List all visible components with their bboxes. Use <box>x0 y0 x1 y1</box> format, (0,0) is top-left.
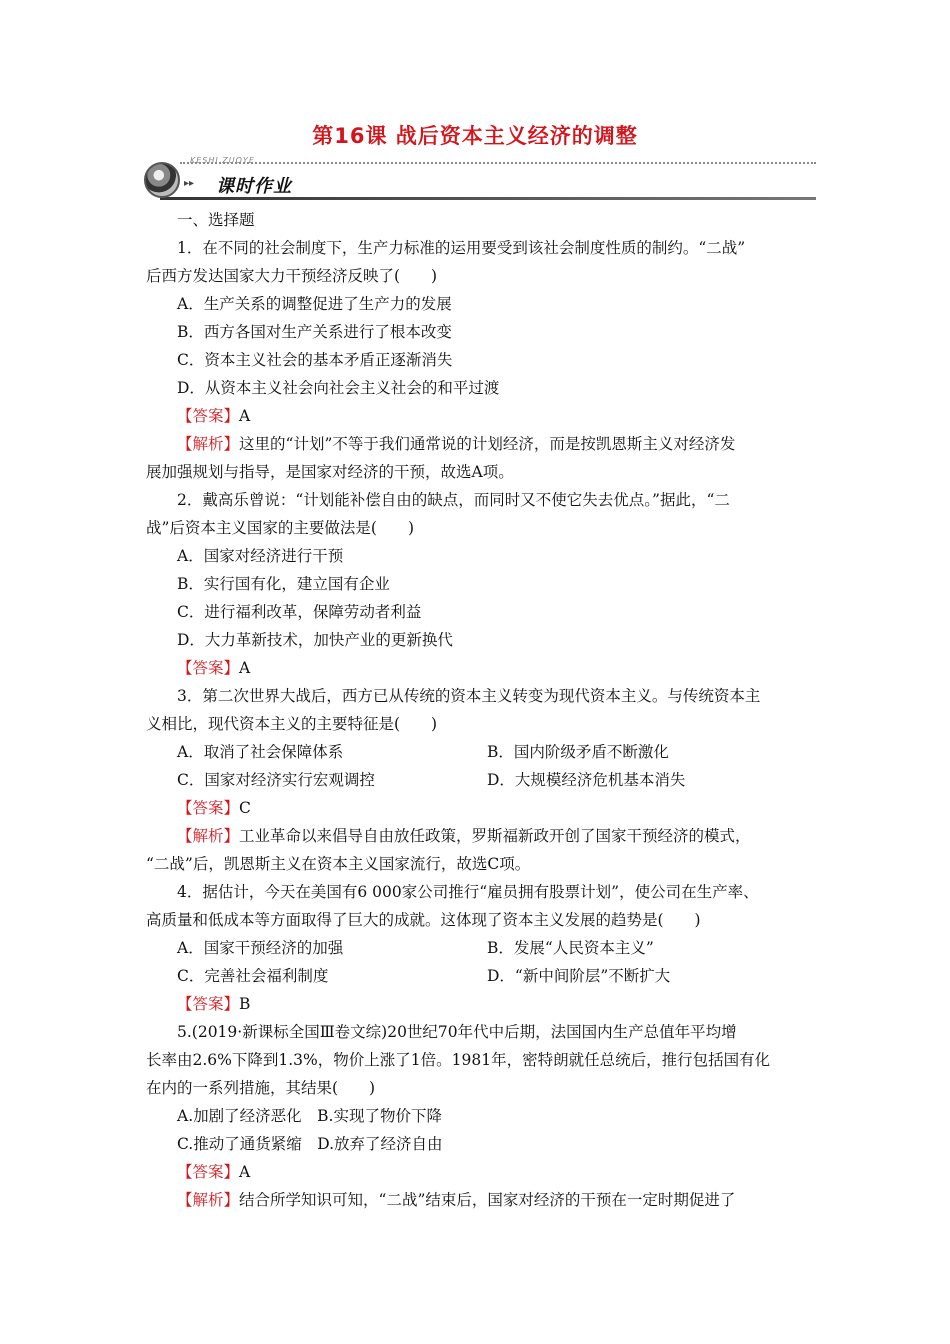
question-1-stem-cont: 后西方发达国家大力干预经济反映了( ) <box>146 267 438 285</box>
answer-tag: 【答案】 <box>177 1163 240 1181</box>
question-2-option-c: C．进行福利改革，保障劳动者利益 <box>177 603 422 621</box>
document-body <box>146 206 810 1214</box>
arrows-icon: ▸▸ <box>184 178 195 189</box>
answer-tag: 【答案】 <box>177 407 240 425</box>
answer-value: C <box>239 799 251 817</box>
question-1-option-d: D．从资本主义社会向社会主义社会的和平过渡 <box>177 379 500 397</box>
question-4-answer <box>146 990 810 1018</box>
question-4-option-a: A．国家干预经济的加强 <box>177 939 344 957</box>
analysis-tag: 【解析】 <box>177 827 240 845</box>
question-3-stem-cont: 义相比，现代资本主义的主要特征是( ) <box>146 715 438 733</box>
question-5-options-ab: A.加剧了经济恶化 B.实现了物价下降 <box>177 1107 442 1125</box>
question-2-answer <box>146 654 810 682</box>
question-3-options-ab <box>146 738 810 766</box>
question-1-option-b: B．西方各国对生产关系进行了根本改变 <box>177 323 452 341</box>
question-2-option-b: B．实行国有化，建立国有企业 <box>177 575 390 593</box>
answer-tag: 【答案】 <box>177 799 240 817</box>
answer-value: B <box>239 995 251 1013</box>
question-2-stem: 2．戴高乐曾说：“计划能补偿自由的缺点，而同时又不使它失去优点。”据此，“二 <box>177 491 730 509</box>
question-3-options-cd <box>146 766 810 794</box>
banner-pinyin: KESHI ZUOYE <box>190 156 255 165</box>
question-4-options-cd <box>146 962 810 990</box>
banner-label: 课时作业 <box>216 176 292 197</box>
question-4-option-d: D．“新中间阶层”不断扩大 <box>487 967 671 985</box>
question-3-option-d: D．大规模经济危机基本消失 <box>487 771 686 789</box>
question-3-option-c: C．国家对经济实行宏观调控 <box>177 771 375 789</box>
question-5-stem-cont2: 在内的一系列措施，其结果( ) <box>146 1079 376 1097</box>
gear-icon <box>144 162 180 198</box>
question-1-answer <box>146 402 810 430</box>
answer-value: A <box>239 1163 251 1181</box>
question-5-stem: 5.(2019·新课标全国Ⅲ卷文综)20世纪70年代中后期，法国国内生产总值年平均增 <box>177 1023 737 1041</box>
question-1-option-c: C．资本主义社会的基本矛盾正逐渐消失 <box>177 351 453 369</box>
question-4-stem-cont: 高质量和低成本等方面取得了巨大的成就。这体现了资本主义发展的趋势是( ) <box>146 911 701 929</box>
question-5-stem-cont: 长率由2.6%下降到1.3%，物价上涨了1倍。1981年，密特朗就任总统后，推行包括国有化 <box>146 1051 771 1069</box>
page-title: 第16课 战后资本主义经济的调整 <box>312 124 638 148</box>
question-2-stem-cont: 战”后资本主义国家的主要做法是( ) <box>146 519 415 537</box>
question-4-option-b: B．发展“人民资本主义” <box>487 939 654 957</box>
question-1-analysis <box>146 430 810 458</box>
question-5-analysis <box>146 1186 810 1214</box>
answer-value: A <box>239 659 251 677</box>
answer-value: A <box>239 407 251 425</box>
question-3-analysis-cont: “二战”后，凯恩斯主义在资本主义国家流行，故选C项。 <box>146 855 531 873</box>
question-2-option-d: D．大力革新技术，加快产业的更新换代 <box>177 631 453 649</box>
question-5-options-cd: C.推动了通货紧缩 D.放弃了经济自由 <box>177 1135 443 1153</box>
question-1-option-a: A．生产关系的调整促进了生产力的发展 <box>177 295 452 313</box>
question-3-answer <box>146 794 810 822</box>
analysis-tag: 【解析】 <box>177 1191 240 1209</box>
analysis-text: 这里的“计划”不等于我们通常说的计划经济，而是按凯恩斯主义对经济发 <box>239 435 736 453</box>
section-title: 一、选择题 <box>177 211 255 229</box>
question-4-stem: 4．据估计，今天在美国有6 000家公司推行“雇员拥有股票计划”，使公司在生产率、 <box>177 883 759 901</box>
question-4-option-c: C．完善社会福利制度 <box>177 967 329 985</box>
analysis-tag: 【解析】 <box>177 435 240 453</box>
question-2-option-a: A．国家对经济进行干预 <box>177 547 344 565</box>
question-3-analysis <box>146 822 810 850</box>
answer-tag: 【答案】 <box>177 995 240 1013</box>
banner-dotted-line <box>180 162 816 164</box>
analysis-text: 结合所学知识可知，“二战”结束后，国家对经济的干预在一定时期促进了 <box>239 1191 736 1209</box>
analysis-text: 工业革命以来倡导自由放任政策，罗斯福新政开创了国家干预经济的模式， <box>239 827 751 845</box>
question-1-stem: 1．在不同的社会制度下，生产力标准的运用要受到该社会制度性质的制约。“二战” <box>177 239 746 257</box>
section-banner <box>140 156 816 202</box>
answer-tag: 【答案】 <box>177 659 240 677</box>
question-3-stem: 3．第二次世界大战后，西方已从传统的资本主义转变为现代资本主义。与传统资本主 <box>177 687 761 705</box>
question-3-option-b: B．国内阶级矛盾不断激化 <box>487 743 669 761</box>
question-1-analysis-cont: 展加强规划与指导，是国家对经济的干预，故选A项。 <box>146 463 514 481</box>
question-3-option-a: A．取消了社会保障体系 <box>177 743 344 761</box>
question-4-options-ab <box>146 934 810 962</box>
question-5-answer <box>146 1158 810 1186</box>
